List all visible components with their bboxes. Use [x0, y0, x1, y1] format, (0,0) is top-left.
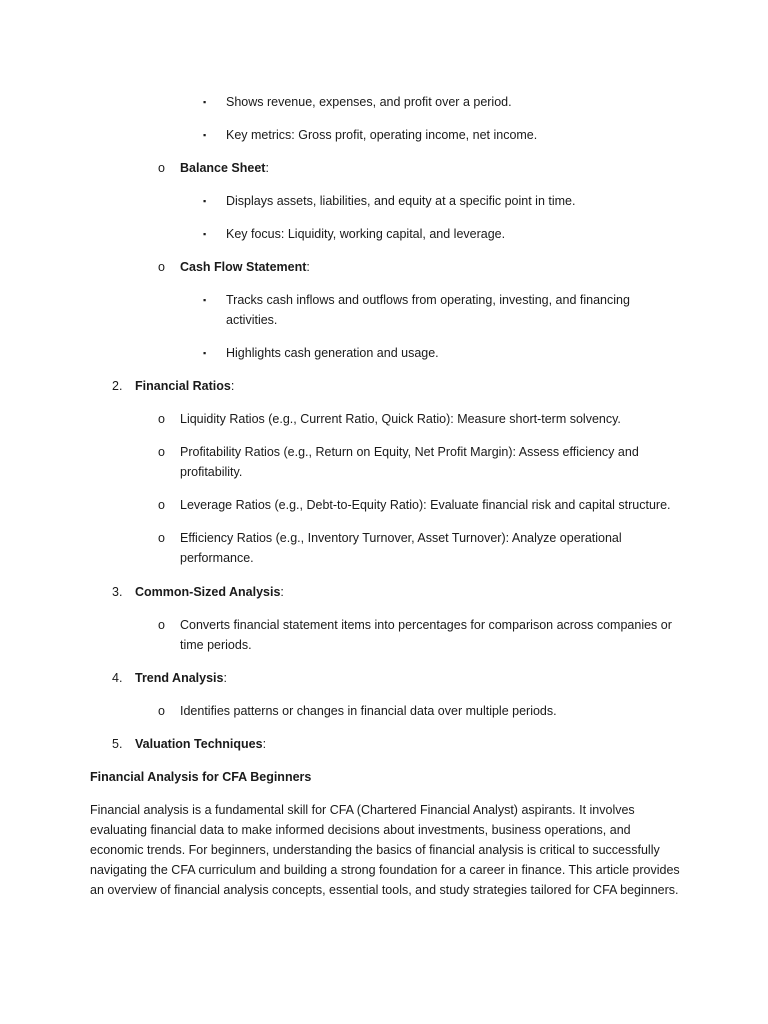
list-item [203, 125, 683, 145]
list-item [158, 701, 683, 721]
bullet-text: Key focus: Liquidity, working capital, and leverage. [226, 227, 506, 241]
list-item [203, 290, 683, 330]
list-number: 5. [112, 737, 123, 751]
circle-bullet: o [158, 498, 165, 512]
section-title: Trend Analysis [135, 671, 224, 685]
square-bullet: ▪ [203, 348, 207, 358]
circle-bullet: o [158, 704, 165, 718]
section-title: Valuation Techniques [135, 737, 263, 751]
numbered-item-financial-ratios: 2. Financial Ratios: [112, 376, 682, 396]
bullet-text: Shows revenue, expenses, and profit over a period. [226, 95, 512, 109]
list-item [203, 343, 683, 363]
bullet-text: Highlights cash generation and usage. [226, 346, 439, 360]
list-number: 3. [112, 585, 123, 599]
list-item [203, 191, 683, 211]
list-item [203, 224, 683, 244]
numbered-item-common-sized: 3. Common-Sized Analysis: [112, 582, 682, 602]
circle-bullet: o [158, 260, 165, 274]
numbered-item-valuation: 5. Valuation Techniques: [112, 734, 682, 754]
circle-bullet: o [158, 161, 165, 175]
list-item-balance-sheet: o Balance Sheet: [158, 158, 683, 178]
list-item [203, 92, 683, 112]
bullet-text: Leverage Ratios (e.g., Debt-to-Equity Ratio): Evaluate financial risk and capital structure. [180, 498, 671, 512]
square-bullet: ▪ [203, 97, 207, 107]
square-bullet: ▪ [203, 196, 207, 206]
section-title: Financial Ratios [135, 379, 231, 393]
list-item [158, 495, 683, 515]
list-item [158, 615, 683, 655]
square-bullet: ▪ [203, 295, 207, 305]
circle-bullet: o [158, 445, 165, 459]
circle-bullet: o [158, 618, 165, 632]
list-number: 4. [112, 671, 123, 685]
list-item-cash-flow: o Cash Flow Statement: [158, 257, 683, 277]
bullet-text: Liquidity Ratios (e.g., Current Ratio, Quick Ratio): Measure short-term solvency. [180, 412, 621, 426]
square-bullet: ▪ [203, 130, 207, 140]
article-heading: Financial Analysis for CFA Beginners [90, 770, 312, 784]
square-bullet: ▪ [203, 229, 207, 239]
bullet-text: Profitability Ratios (e.g., Return on Equity, Net Profit Margin): Assess efficiency and profitability. [180, 445, 639, 479]
article-paragraph: Financial analysis is a fundamental skill for CFA (Chartered Financial Analyst) aspirants. It involves evaluating financial data to make informed decisions about investments, business operations, and economic trends. For beginners, understanding the basics of financial analysis is critical to successfully navigating the CFA curriculum and building a strong foundation for a career in finance. This article provides an overview of financial analysis concepts, essential tools, and study strategies tailored for CFA beginners. [90, 803, 680, 897]
bullet-text: Tracks cash inflows and outflows from operating, investing, and financing activities. [226, 293, 630, 327]
bullet-text: Key metrics: Gross profit, operating income, net income. [226, 128, 538, 142]
list-item [158, 409, 683, 429]
numbered-item-trend: 4. Trend Analysis: [112, 668, 682, 688]
bullet-text: Efficiency Ratios (e.g., Inventory Turnover, Asset Turnover): Analyze operational performance. [180, 531, 622, 565]
list-item [158, 528, 683, 568]
circle-bullet: o [158, 531, 165, 545]
section-title: Common-Sized Analysis [135, 585, 281, 599]
bullet-text: Displays assets, liabilities, and equity at a specific point in time. [226, 194, 576, 208]
list-number: 2. [112, 379, 123, 393]
section-title: Balance Sheet [180, 161, 266, 175]
section-title: Cash Flow Statement [180, 260, 307, 274]
bullet-text: Converts financial statement items into percentages for comparison across companies or time periods. [180, 618, 672, 652]
circle-bullet: o [158, 412, 165, 426]
list-item [158, 442, 683, 482]
bullet-text: Identifies patterns or changes in financial data over multiple periods. [180, 704, 557, 718]
